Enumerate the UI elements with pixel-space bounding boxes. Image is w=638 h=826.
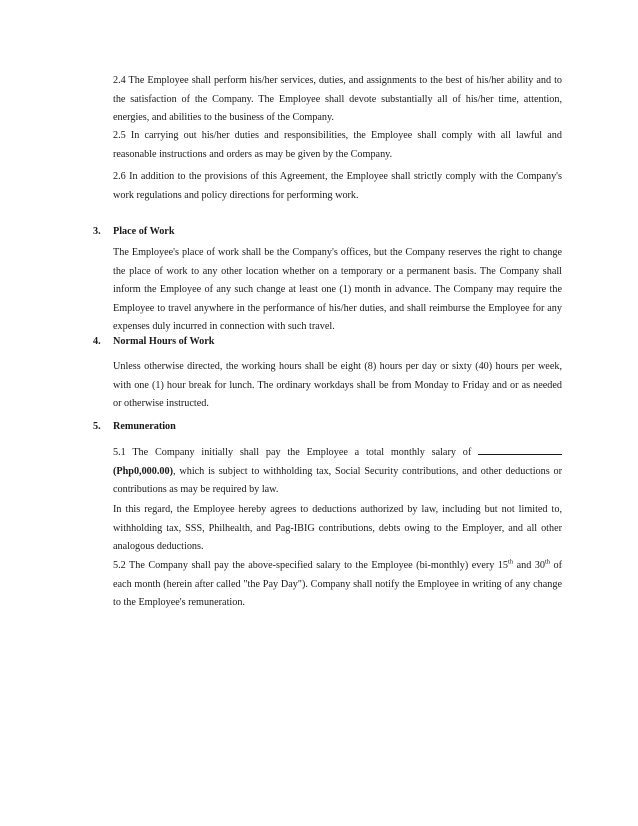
section-5-number: 5.	[93, 421, 101, 432]
clause-5-2-part-a: 5.2 The Company shall pay the above-specified salary to the Employee (bi-monthly) every 15	[113, 560, 509, 571]
ordinal-suffix-30th: th	[544, 558, 551, 566]
clause-2-4: 2.4 The Employee shall perform his/her services, duties, and assignments to the best of his/her ability and to the satisfaction of the Company. The Employee shall devote substantially all of his/her time, attention, energies, and abilities to the business of the Company.	[113, 75, 562, 123]
clause-5-1-lead: 5.1 The Company initially shall pay the Employee a total monthly salary of	[113, 447, 472, 458]
section-3-title: Place of Work	[113, 226, 175, 237]
section-4-title: Normal Hours of Work	[113, 336, 215, 347]
salary-amount: (Php0,000.00)	[113, 465, 173, 477]
section-4-heading	[93, 333, 214, 351]
section-4-number: 4.	[93, 336, 101, 347]
deductions-paragraph: In this regard, the Employee hereby agrees to deductions authorized by law, including but not limited to, withholding tax, SSS, Philhealth, and Pag-IBIG contributions, debts owing to the Employer, and all other analogous deductions.	[113, 504, 562, 552]
section-5-title: Remuneration	[113, 421, 176, 432]
section-3-body: The Employee's place of work shall be the Company's offices, but the Company reserves the right to change the place of work to any other location whether on a temporary or a permanent basis. The Company shall inform the Employee of any such change at least one (1) month in advance. The Company may require the Employee to travel anywhere in the performance of his/her duties, and shall reimburse the Employee for any expenses duly incurred in connection with such travel.	[113, 247, 562, 332]
clause-5-1-rest: , which is subject to withholding tax, Social Security contributions, and other deductions or contributions as may be required by law.	[113, 465, 562, 495]
clause-5-2	[113, 557, 562, 613]
clause-2-6: 2.6 In addition to the provisions of this Agreement, the Employee shall strictly comply with the Company's work regulations and policy directions for performing work.	[113, 171, 562, 201]
clause-5-1	[113, 444, 562, 500]
section-5-heading	[93, 418, 176, 436]
salary-blank-line	[478, 445, 562, 455]
ordinal-suffix-15th: th	[508, 558, 514, 566]
clause-5-2-part-b: and 30	[513, 560, 545, 571]
section-3-heading	[93, 223, 175, 241]
clause-5-2-part-c: of each month (herein after called "the Pay Day"). Company shall notify the Employee in writing of any change to the Employee's remuneration.	[113, 560, 562, 608]
section-3-number: 3.	[93, 226, 101, 237]
section-4-body: Unless otherwise directed, the working hours shall be eight (8) hours per day or sixty (40) hours per week, with one (1) hour break for lunch. The ordinary workdays shall be from Monday to Friday and or as needed or otherwise instructed.	[113, 361, 562, 409]
clause-2-5: 2.5 In carrying out his/her duties and responsibilities, the Employee shall comply with all lawful and reasonable instructions and orders as may be given by the Company.	[113, 130, 562, 160]
